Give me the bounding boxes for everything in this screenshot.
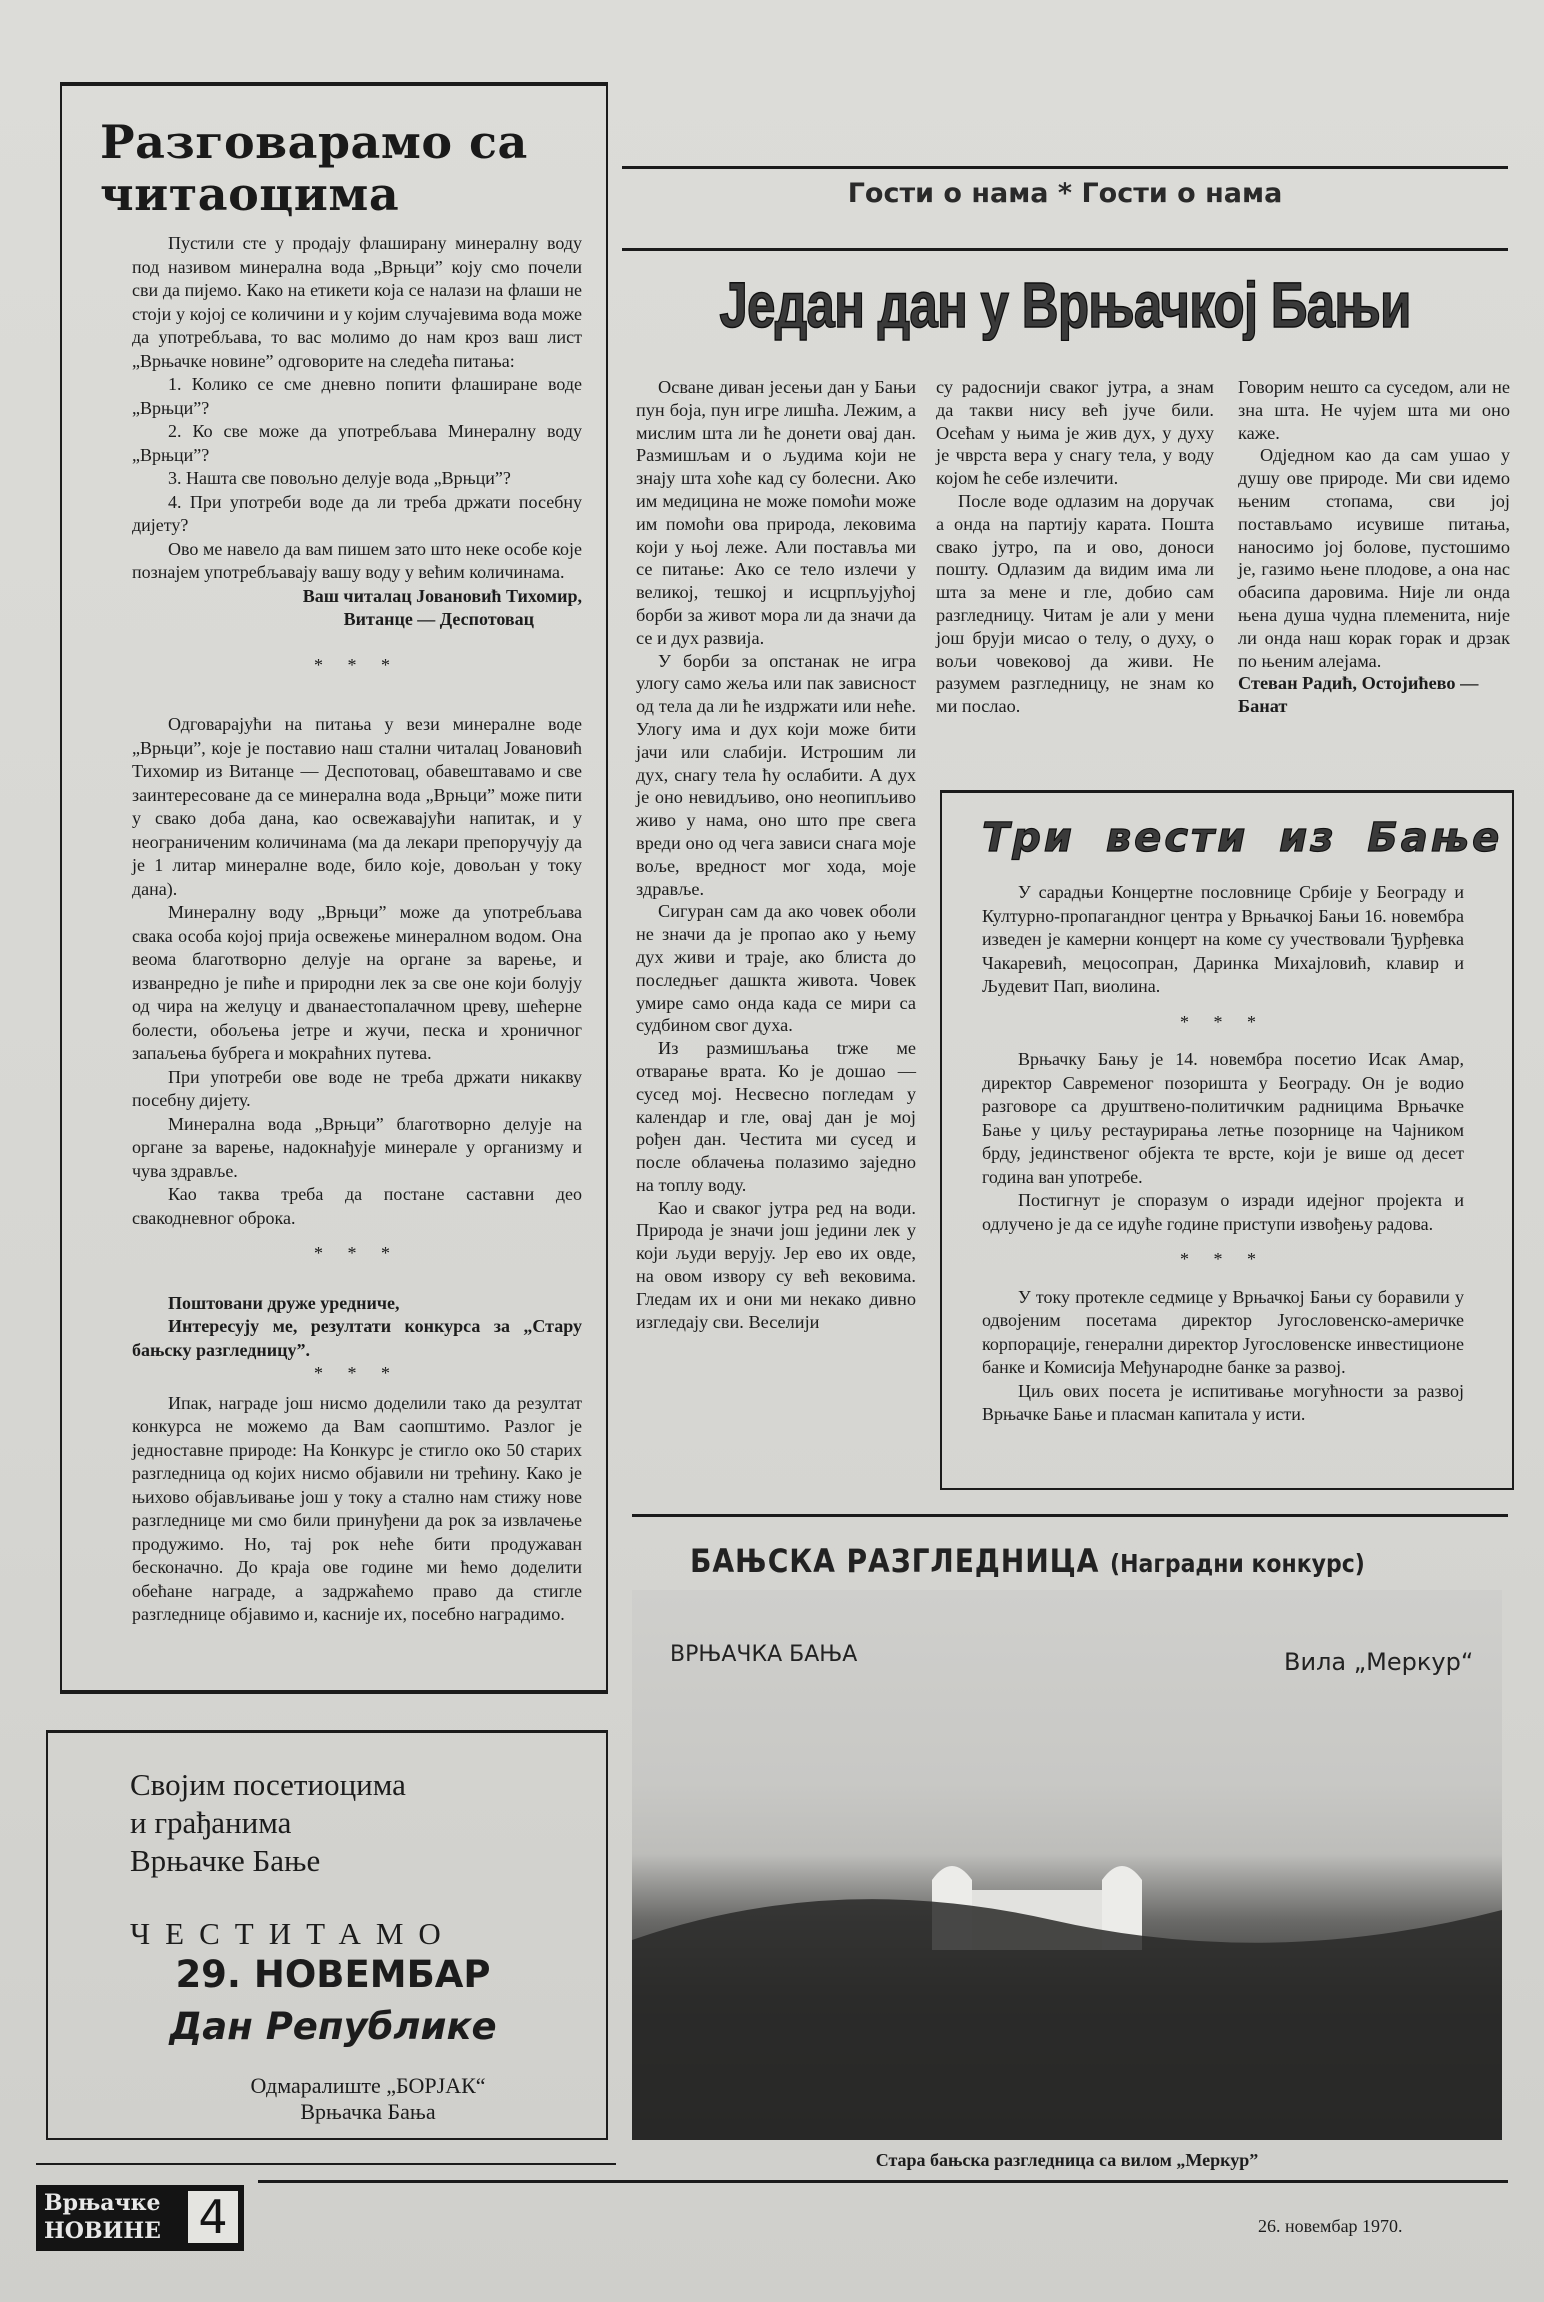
ad-sender-name: Одмаралиште „БОРЈАК“ (250, 2073, 486, 2098)
postcard-label-left: ВРЊАЧКА БАЊА (670, 1642, 858, 1667)
postcard-photo (632, 1590, 1502, 2140)
postcard-label-right: Вила „Меркур“ (1284, 1648, 1474, 1676)
ad-line: Својим посетиоцима (130, 1767, 406, 1802)
article-signature: Стеван Радић, Остојићево — Банат (1238, 673, 1479, 717)
news-item: У току протекле седмице у Врњачкој Бањи су боравили у одвојеним посетама директор Југословенско-америчке корпорације, генерални директор Југословенске инвестиционе банке и Комисија Међународне банке за развој. (982, 1286, 1464, 1377)
paragraph: Као и сваког јутра ред на води. Природа је значи још једини лек у који људи верују. Јер ево их овде, на овом извору су већ вековима. Гледам их и они ми некако дивно изгледају сви. Веселији (636, 1197, 916, 1332)
paragraph: Као таква треба да постане саставни део свакодневног оброка. (132, 1184, 582, 1228)
paragraph: Ово ме навело да вам пишем зато што неке особе које познајем употребљавају вашу воду у већим количинама. (132, 538, 582, 582)
paragraph: су радоснији сваког јутра, а знам да такви нису већ јуче били. Осећам у њима је жив дух, у духу је чврста вера у снагу тела, у воду којом ће себе излечити. (936, 377, 1214, 489)
separator: * * * (1180, 1011, 1266, 1032)
masthead-name-line2: НОВИНЕ (44, 2218, 161, 2244)
masthead-name-line1: Врњачке (44, 2190, 161, 2216)
divider (632, 1514, 1508, 1517)
paragraph: Из размишљања trже ме отварање врата. Ко је дошао — сусед мој. Несвесно погледам у календар и гле, овај дан је мој рођен дан. Честита ми сусед и после облачења полазимо заједно на топлу воду. (636, 1038, 916, 1195)
section-header: Гости о нама * Гости о нама (847, 178, 1283, 209)
article-column-1 (636, 376, 916, 1333)
question: 2. Ко све може да употребљава Минералну воду „Врњци”? (132, 421, 582, 465)
news-item: Циљ ових посета је испитивање могућности за развој Врњачке Бање и пласман капитала у исти. (982, 1380, 1464, 1424)
newspaper-masthead (36, 2185, 244, 2251)
readers-letters-body (132, 232, 582, 1627)
paragraph: Пустили сте у продају флаширану минералну воду под називом минерална вода „Врњци” коју смо почели сви да пијемо. Како на етикети која се налази на флаши не стоји у којој се количини и у којим случајевима вода може да употребљава, то вас молимо до нам кроз ваш лист „Врњачке новине” одговорите на следећа питања: (132, 233, 582, 371)
separator: * * * (1180, 1249, 1266, 1269)
paragraph: Минералну воду „Врњци” може да употребљава свака особа којој прија освежење минералном водом. Она веома благотворно делује на органе за варење, и изванредно је пиће и природни лек за све оне који болују од чира на желуцу и дванаестопалачном цреву, шећерне болести, обољења јетре и жучи, песка и хроничног запаљења бубрега и мокраћних путева. (132, 902, 582, 1063)
postcard-subtitle: (Наградни конкурс) (1110, 1549, 1365, 1578)
question: 1. Колико се сме дневно попити флаширане воде „Врњци”? (132, 374, 582, 418)
letter-signature: Ваш читалац Јовановић Тихомир, (302, 585, 582, 606)
villa-gable-left (932, 1866, 972, 1880)
ad-sender (213, 2073, 523, 2125)
readers-letters-box (60, 82, 608, 1694)
ad-date: 29. НОВЕМБАР (175, 1953, 491, 1996)
paragraph: После воде одлазим на доручак а онда на партију карата. Пошта свако јутро, па и ово, доноси пошту. Одлазим да видим има ли шта за мене и гле, добио сам разгледницу. Читам је али у мени још бруји мисао о телу, о духу, о вољи човековој да живи. Не разумем разгледницу, не знам ко ми послао. (936, 490, 1214, 717)
news-title: Три вести из Бање (982, 815, 1503, 861)
news-item: Постигнут је споразум о изради идејног пројекта и одлучено је да се идуће године приступи извођењу радова. (982, 1190, 1464, 1234)
photo-caption: Стара бањска разгледница са вилом „Меркур” (875, 2150, 1259, 2170)
second-letter-question: Интересују ме, резултати конкурса за „Стару бањску разгледницу”. (132, 1316, 582, 1360)
separator: * * * (314, 1363, 400, 1383)
paragraph: Одговарајући на питања у вези минералне воде „Врњци”, које је поставио наш стални читалац Јовановић Тихомир из Витанце — Деспотовац, обавештавамо и све заинтересоване да се минерална вода „Врњци” може пити у свако доба дана, као освежавајући напитак, и у неограниченим количинама (ма да лекари препоручују да је 1 литар минералне воде, било које, довољан у току дана). (132, 714, 582, 899)
divider (36, 2163, 616, 2165)
republic-day-ad (46, 1730, 608, 2140)
paragraph: Сигуран сам да ако човек оболи не значи да је пропао ако у њему дух живи и траје, ако блиста до последњег дашкта живота. Човек умире само онда када се мири са судбином свог духа. (636, 901, 916, 1036)
ad-congrats: ЧЕСТИТАМО (130, 1916, 456, 1951)
letter-signature-place: Витанце — Деспотовац (343, 609, 534, 629)
masthead-name (44, 2189, 161, 2245)
ad-line: Врњачке Бање (130, 1843, 321, 1878)
news-item: Врњачку Бању је 14. новембра посетио Исак Амар, директор Савременог позоришта у Београду. Он је водио разговоре са друштвено-политичким радницима Врњачке Бање у циљу рестаурирања летње позорнице на Чајником брду, јединственог објекта те врсте, који је више од десет година ван употребе. (982, 1049, 1464, 1187)
paragraph: Одједном као да сам ушао у душу ове природе. Ми сви идемо њеним стопама, сви јој постављамо исувише питања, наносимо јој болове, пустошимо је, газимо њене плодове, а она нас обасипа даровима. Није ли онда њена душа чудна племенита, није ли онда наш корак горак и дрзак по њеним алејама. (1238, 445, 1510, 671)
divider (622, 248, 1508, 251)
divider (622, 166, 1508, 169)
paragraph: При употреби ове воде не треба држати никакву посебну дијету. (132, 1066, 582, 1110)
separator: * * * (314, 654, 400, 675)
villa-illustration (632, 1590, 1502, 2140)
paragraph: У борби за опстанак не игра улогу само жеља или пак зависност од тела да ли ће издржати или неће. Улогу има и дух који може бити јачи или слабији. Истрошим ли дух, снагу тела ћу ослабити. А дух је оно невидљиво, оно неопипљиво живо у нама, оно што пре свега вреди оно од чега зависи снага моје воље, вредност мог хода, моје здравље. (636, 650, 916, 899)
ad-sender-place: Врњачка Бања (300, 2099, 436, 2124)
page-number: 4 (188, 2191, 238, 2243)
article-column-2 (936, 376, 1214, 718)
separator: * * * (314, 1243, 400, 1263)
question: 3. Нашта све повољно делује вода „Врњци”? (168, 468, 511, 488)
three-news-box (940, 790, 1514, 1490)
article-column-3 (1238, 376, 1510, 718)
divider (258, 2180, 1508, 2183)
trees-silhouette (632, 1899, 1502, 2140)
paragraph: Ипак, награде још нисмо доделили тако да резултат конкурса не можемо да Вам саопштимо. Разлог је једноставне природе: На Конкурс је стигло око 50 старих разгледница од којих нисмо објавили ни трећину. Како је њихово објављивање још у току а стално нам стижу нове разгледнице ми смо били принуђени да рок за извлачење продужимо. Но, тај рок неће бити продужаван бесконачно. До краја ове године ми ћемо доделити обећане награде, а задржаћемо право да стигле разгледнице објавимо и, касније их, посебно наградимо. (132, 1392, 582, 1624)
postcard-title (690, 1542, 1365, 1580)
news-body (982, 881, 1464, 1427)
ad-holiday-name: Дан Републике (169, 2005, 497, 2048)
title-line-1: Разговарамо са (100, 115, 528, 169)
readers-letters-title (100, 116, 528, 220)
publication-date: 26. новембар 1970. (1258, 2216, 1403, 2236)
paragraph: Осване диван јесењи дан у Бањи пун боја, пун игре лишћа. Лежим, а мислим шта ли ће донети овај дан. Размишљам и о људима који не знају шта хоће кад су болесни. Ако им медицина не може помоћи може им помоћи ова природа, лековима који у њој леже. Али постављa ми се питање: Ако се тело излечи у великој, тешкој и исцрпљујућој борби за живот мора ли да значи да се и дух развија. (636, 377, 916, 648)
second-letter-greeting: Поштовани друже уредниче, (168, 1292, 400, 1313)
ad-holiday (133, 1949, 533, 2053)
postcard-title-main: БАЊСКА РАЗГЛЕДНИЦА (690, 1542, 1100, 1580)
title-line-2: читаоцима (100, 167, 400, 221)
news-item: У сарадњи Концертне пословнице Србије у Београду и Културно-пропагандног центра у Врњачкој Бањи 16. новембра изведен је камерни концерт на коме су учествовали Ђурђевка Чакаревић, мецосопран, Даринка Михајловић, клавир и Људевит Пап, виолина. (982, 882, 1464, 996)
paragraph: Минерална вода „Врњци” благотворно делује на органе за варење, надокнађује минерале у организму и чува здравље. (132, 1113, 582, 1181)
article-title: Један дан у Врњачкој Бањи (719, 269, 1411, 341)
paragraph: Говорим нешто са суседом, али не зна шта. Не чујем шта ми оно каже. (1238, 377, 1510, 443)
question: 4. При употреби воде да ли треба држати посебну дијету? (132, 491, 582, 535)
villa-gable-right (1102, 1866, 1142, 1880)
ad-line: и грађанима (130, 1805, 292, 1840)
